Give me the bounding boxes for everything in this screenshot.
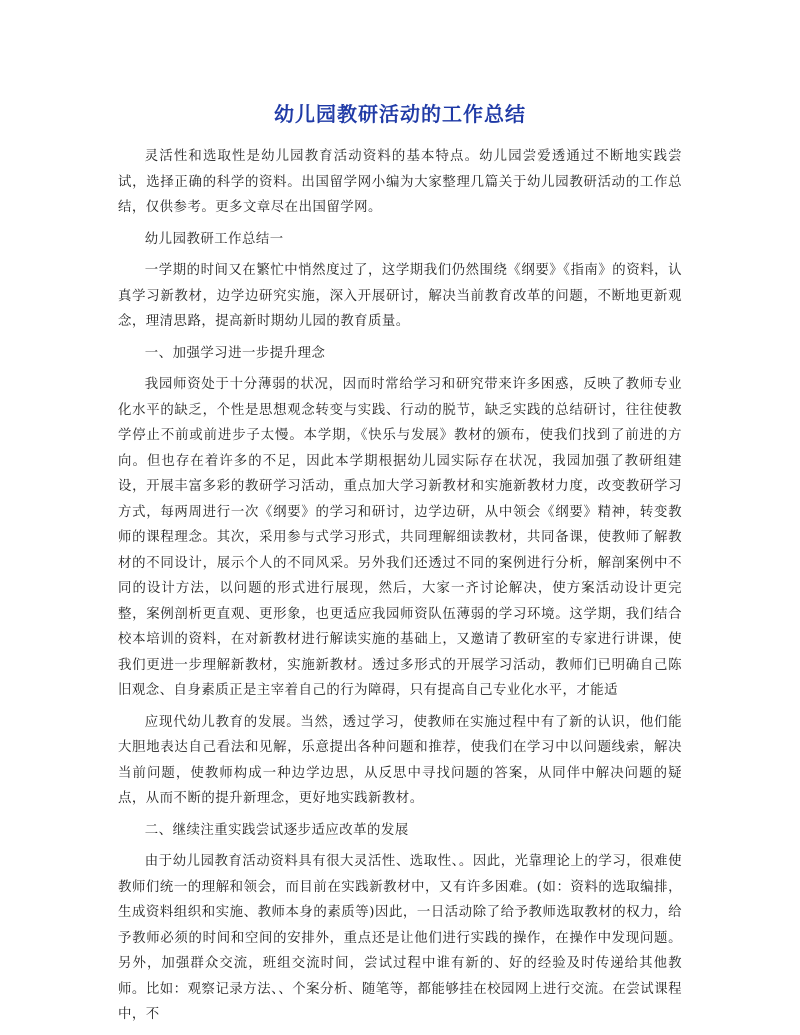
paragraph-2: 我园师资处于十分薄弱的状况，因而时常给学习和研究带来许多困惑，反映了教师专业化水平的缺乏，个性是思想观念转变与实践、行动的脱节，缺乏实践的总结研讨，往往使教学停止不前或前进步子太慢。本学期，《快乐与发展》教材的颁布，使我们找到了前进的方向。但也存在着许多的不足，因此本学期根据幼儿园实际存在状况，我园加强了教研组建设，开展丰富多彩的教研学习活动，重点加大学习新教材和实施新教材力度，改变教研学习方式，每两周进行一次《纲要》的学习和研讨，边学边研，从中领会《纲要》精神，转变教师的课程理念。其次，采用参与式学习形式，共同理解细读教材，共同备课，使教师了解教材的不同设计，展示个人的不同风采。另外我们还透过不同的案例进行分析，解剖案例中不同的设计方法，以问题的形式进行展现，然后，大家一齐讨论解决，使方案活动设计更完整，案例剖析更直观、更形象，也更适应我园师资队伍薄弱的学习环境。这学期，我们结合校本培训的资料，在对新教材进行解读实施的基础上，又邀请了教研室的专家进行讲课，使我们更进一步理解新教材，实施新教材。透过多形式的开展学习活动，教师们已明确自己陈旧观念、自身素质正是主宰着自己的行为障碍，只有提高自己专业化水平，才能适 <box>118 377 682 698</box>
heading-1: 一、加强学习进一步提升理念 <box>144 345 326 361</box>
section-title: 幼儿园教研工作总结一 <box>144 231 284 247</box>
heading-2: 二、继续注重实践尝试逐步适应改革的发展 <box>144 822 409 838</box>
intro-paragraph: 灵活性和选取性是幼儿园教育活动资料的基本特点。幼儿园尝爱透通过不断地实践尝试，选择正确的科学的资料。出国留学网小编为大家整理几篇关于幼儿园教研活动的工作总结，仅供参考。更多文章尽在出国留学网。 <box>118 149 682 215</box>
document-title: 幼儿园教研活动的工作总结 <box>274 102 526 126</box>
paragraph-1: 一学期的时间又在繁忙中悄然度过了，这学期我们仍然围绕《纲要》《指南》的资料，认真学习新教材，边学边研究实施，深入开展研讨，解决当前教育改革的问题，不断地更新观念，理清思路，提高新时期幼儿园的教育质量。 <box>118 263 682 329</box>
paragraph-4: 由于幼儿园教育活动资料具有很大灵活性、选取性、。因此，光靠理论上的学习，很难使教师们统一的理解和领会，而目前在实践新教材中，又有许多困难。(如：资料的选取编排，生成资料组织和实施、教师本身的素质等)因此，一日活动除了给予教师选取教材的权力，给予教师必须的时间和空间的安排外，重点还是让他们进行实践的操作，在操作中发现问题。另外，加强群众交流，班组交流时间，尝试过程中谁有新的、好的经验及时传递给其他教师。比如：观察记录方法、、个案分析、随笔等，都能够挂在校园网上进行交流。在尝试课程中，不 <box>118 854 682 1022</box>
paragraph-3: 应现代幼儿教育的发展。当然，透过学习，使教师在实施过程中有了新的认识，他们能大胆地表达自己看法和见解，乐意提出各种问题和推荐，使我们在学习中以问题线索，解决当前问题，使教师构成一种边学边思，从反思中寻找问题的答案，从同伴中解决问题的疑点，从而不断的提升新理念，更好地实践新教材。 <box>118 714 682 806</box>
